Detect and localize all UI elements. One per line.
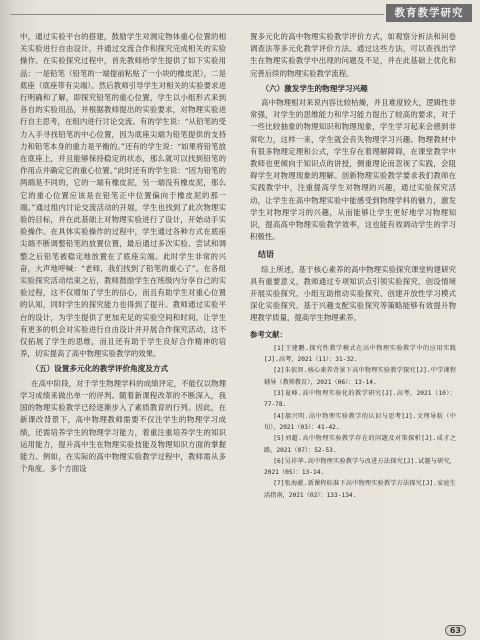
reference-item: [1]王建鹏.探究性教学模式在高中物理实验教学中的应用实践[J].高考，2021（11）：31-32. xyxy=(264,344,456,364)
reference-item: [6]吴祥华.高中物理实验教学与改进方法探究[J].试题与研究，2021（05）：13-14. xyxy=(264,457,456,477)
page-number: 63 xyxy=(445,625,466,636)
reference-item: [4]郝兴明.高中物理实验教学的认识与思考[J].文理导航（中旬），2021（03）：41-42. xyxy=(264,412,456,431)
left-paragraph-2: 在高中阶段，对于学生物理学科的成绩评定，不能仅以物理学习成绩来做出单一的评判。随着新课程改革的不断深入，我国的物理实验教学已经逐渐步入了素质教育的行列。因此，在新课改背景下，高中物理教师需要不仅注学生的物理学习成绩，还需培养学生的物理学习能力，着重注重培养学生的知识运用能力，提升高中生在物理实验技能及物理知识方面的掌握能力。例如，在实际的高中物理实验教学过程中，教师需从多个角度、多个方面设 xyxy=(20,378,226,474)
left-column xyxy=(20,31,226,475)
conclusion-paragraph: 综上所述，基于核心素养的高中物理实验探究课堂构建研究具有重要意义，教师通过专项知识点引领实验探究、创设情境开展实验探究、小组互助推动实验探究、创建开放性学习模式深化实验探究、基于兴趣支配实验探究等策略能够有效提升物理教学质量，提高学生物理素养。 xyxy=(250,264,456,323)
left-paragraph-1: 中，通过实验平台的搭建，鼓励学生对测定物体重心位置的相关实验进行自由设计，并通过交流合作和探究完成相关的实验操作。在实验探究过程中，首先教师给学生提供了如下实验用品：一是铅笔（铅笔的一端提前粘贴了一小块的橡皮泥），二是底座（底座带有尖端）。然后教师引导学生对相关的实验要求进行明确和了解，即探究铅笔的重心位置，学生以小组形式来到各自的实验用品，并根据教师提出的实验要求，对物理实验进行自主思考，在组内进行讨论交流。有的学生说：“从铅笔的受力入手寻找铅笔的中心位置，因为底座尖端为铅笔提供的支持力和铅笔本身的重力是平衡的。”还有的学生说：“如果将铅笔放在底座上，并且能够保持稳定的状态，那么就可以找到铅笔的作用点并确定它的重心位置。”此时还有的学生说：“因为铅笔的两端是不同的，它的一端有橡皮泥，另一端没有橡皮泥，那么它的重心位置应该是在铅笔正中位置偏向于橡皮泥的那一端。”通过组内讨论交流活动的开展，学生也找到了此次物理实验的目标，并在此基础上对物理实验进行了设计，开始动手实验操作。在具体实验操作的过程中，学生通过各种方式在底座尖端不断调整铅笔的放置位置，最后通过多次实验、尝试和调整之后铅笔被稳定地放置在了底座尖端。此时学生非常的兴奋，大声地呼喊：“老师，我们找到了铅笔的重心了”。在各组实验探究活动结束之后，教师鼓励学生在班级内分享自己的实验过程，这不仅增加了学生的信心，而且有助学生对重心位置的认知，同时学生的探究能力也得到了提升。教师通过实验平台的设计，为学生提供了更加充足的实验空间和时间，让学生有更多的机会对实验进行自由设计并开展合作探究活动，这不仅拓展了学生的思维，而且还有助于学生良好合作精神的培养，切实提高了高中物理实验教学的效果。 xyxy=(20,32,226,359)
journal-section-tag: 教育教学研究 xyxy=(386,4,472,22)
right-paragraph-2: 高中物理相对来说内容比较枯燥，并且难度较大，逻辑性非常强，对学生的思维能力和学习能力提出了较高的要求，对于一些比较抽象的物理知识和物理现象，学生学习起来会感到非常吃力，这样一来，学生就会丧失物理学习兴趣。物理教材中有很多物理定理和公式，学生存在着理解障碍，在课堂教学中教师也更倾向于知识点的讲授，侧重理论而忽视了实践，会阻碍学生对物理现象的理解。创新物理实验教学要求我们教师在实践教学中，注重提高学生对物理的兴趣，通过实验探究活动，让学生在高中物理实验中能感受到物理学科的魅力，激发学生对物理学习的兴趣，从而能够让学生更好地学习物理知识，提高高中物理实验教学效率，这也能有效调动学生的学习积极性。 xyxy=(250,98,456,242)
header-rule xyxy=(10,14,384,15)
references-list xyxy=(250,343,456,501)
conclusion-title: 结语 xyxy=(258,250,274,260)
reference-item: [7]张海献.新课程标准下高中物理实验教学方法探究[J].家庭生活指南，2021（02）：133-134. xyxy=(264,480,456,499)
references-title: 参考文献： xyxy=(250,329,287,339)
right-column xyxy=(250,31,456,501)
subheading-5: （五）设置多元化的教学评价角度及方式 xyxy=(31,364,169,374)
reference-item: [2]朱依智.核心素养背景下高中物理实验教学探究[J].中学课程辅导（教师教育），2021（06）：13-14. xyxy=(264,367,456,386)
reference-item: [5]刘超.高中物理实验教学存在的问题及对策探析[J].成才之路，2021（07）：52-53. xyxy=(264,435,456,454)
subheading-6: （六）激发学生的物理学习兴趣 xyxy=(261,83,368,93)
right-paragraph-1: 置多元化的高中物理实验教学评价方式，如观察分析法和问卷调查法等多元化教学评价方法。通过这些方法，可以查找出学生在物理实验教学中出现的问题及不足，并在此基础上优化和完善后续的物理实验教学流程。 xyxy=(250,32,456,78)
reference-item: [3]夏峰.高中物理实验化的教学研究[J].高考，2021（10）：77-78. xyxy=(264,390,456,409)
